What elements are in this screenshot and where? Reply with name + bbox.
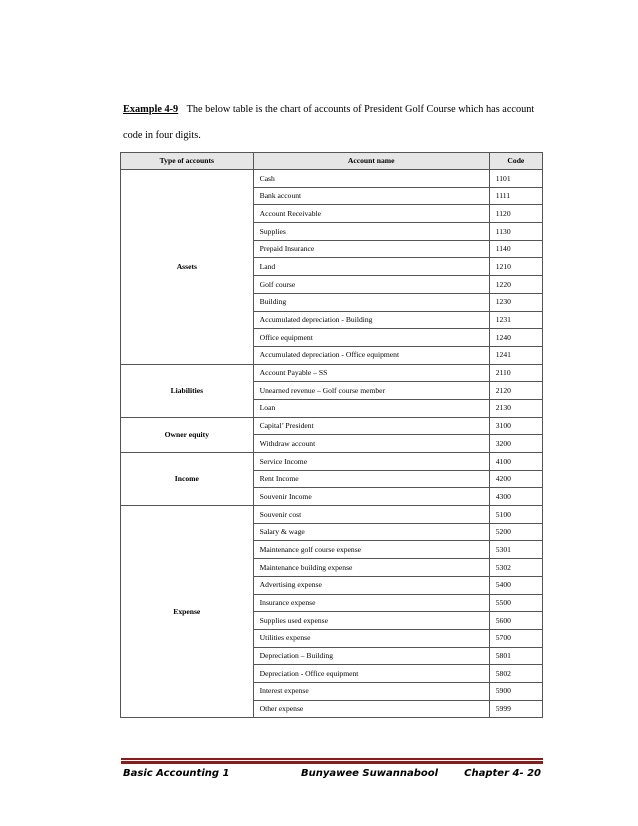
- account-name-cell: Utilities expense: [253, 629, 489, 647]
- table-row: [121, 170, 543, 188]
- account-name-cell: Maintenance building expense: [253, 559, 489, 577]
- table-row: [121, 364, 543, 382]
- account-code-cell: 1130: [489, 223, 542, 241]
- account-code-cell: 4200: [489, 470, 542, 488]
- account-code-cell: 1210: [489, 258, 542, 276]
- account-name-cell: Unearned revenue – Golf course member: [253, 382, 489, 400]
- account-code-cell: 1120: [489, 205, 542, 223]
- account-code-cell: 1240: [489, 329, 542, 347]
- account-name-cell: Loan: [253, 399, 489, 417]
- account-code-cell: 5100: [489, 506, 542, 524]
- account-code-cell: 3100: [489, 417, 542, 435]
- account-name-cell: Maintenance golf course expense: [253, 541, 489, 559]
- table-row: [121, 506, 543, 524]
- account-code-cell: 1140: [489, 240, 542, 258]
- account-code-cell: 5600: [489, 612, 542, 630]
- account-type-cell: Income: [121, 453, 254, 506]
- table-row: [121, 453, 543, 471]
- account-code-cell: 5999: [489, 700, 542, 718]
- table-header-row: [121, 153, 543, 170]
- account-name-cell: Supplies: [253, 223, 489, 241]
- intro-text: The below table is the chart of accounts of President Golf Course which has account code in four digits.: [123, 104, 535, 141]
- account-name-cell: Withdraw account: [253, 435, 489, 453]
- account-code-cell: 2130: [489, 399, 542, 417]
- account-type-cell: Owner equity: [121, 417, 254, 452]
- account-code-cell: 1230: [489, 293, 542, 311]
- account-name-cell: Prepaid Insurance: [253, 240, 489, 258]
- account-name-cell: Capital’ President: [253, 417, 489, 435]
- footer-page: Chapter 4- 20: [464, 768, 541, 779]
- account-name-cell: Depreciation - Office equipment: [253, 665, 489, 683]
- account-name-cell: Land: [253, 258, 489, 276]
- footer-rule-thick: [121, 761, 543, 764]
- account-code-cell: 5301: [489, 541, 542, 559]
- account-code-cell: 1111: [489, 187, 542, 205]
- account-name-cell: Building: [253, 293, 489, 311]
- account-type-cell: Assets: [121, 170, 254, 365]
- account-code-cell: 3200: [489, 435, 542, 453]
- account-name-cell: Cash: [253, 170, 489, 188]
- intro-paragraph: [123, 97, 543, 149]
- header-code: Code: [489, 153, 542, 170]
- account-code-cell: 4300: [489, 488, 542, 506]
- account-name-cell: Depreciation – Building: [253, 647, 489, 665]
- account-code-cell: 4100: [489, 453, 542, 471]
- account-type-cell: Expense: [121, 506, 254, 718]
- account-code-cell: 2110: [489, 364, 542, 382]
- account-code-cell: 5200: [489, 523, 542, 541]
- account-name-cell: Account Receivable: [253, 205, 489, 223]
- account-name-cell: Account Payable – SS: [253, 364, 489, 382]
- account-code-cell: 5500: [489, 594, 542, 612]
- account-name-cell: Other expense: [253, 700, 489, 718]
- account-name-cell: Interest expense: [253, 682, 489, 700]
- account-code-cell: 1101: [489, 170, 542, 188]
- account-name-cell: Accumulated depreciation - Office equipment: [253, 346, 489, 364]
- account-code-cell: 5900: [489, 682, 542, 700]
- account-name-cell: Rent Income: [253, 470, 489, 488]
- footer-course: Basic Accounting 1: [123, 768, 230, 779]
- account-name-cell: Salary & wage: [253, 523, 489, 541]
- account-name-cell: Insurance expense: [253, 594, 489, 612]
- account-name-cell: Advertising expense: [253, 576, 489, 594]
- account-name-cell: Service Income: [253, 453, 489, 471]
- account-type-cell: Liabilities: [121, 364, 254, 417]
- account-name-cell: Office equipment: [253, 329, 489, 347]
- table-row: [121, 417, 543, 435]
- example-label: Example 4-9: [123, 104, 179, 115]
- footer-author: Bunyawee Suwannabool: [301, 768, 439, 779]
- account-name-cell: Souvenir Income: [253, 488, 489, 506]
- account-code-cell: 1241: [489, 346, 542, 364]
- footer-rule-thin: [121, 758, 543, 760]
- account-name-cell: Supplies used expense: [253, 612, 489, 630]
- account-name-cell: Accumulated depreciation - Building: [253, 311, 489, 329]
- account-code-cell: 1220: [489, 276, 542, 294]
- account-code-cell: 5802: [489, 665, 542, 683]
- account-code-cell: 2120: [489, 382, 542, 400]
- account-name-cell: Bank account: [253, 187, 489, 205]
- header-account-name: Account name: [253, 153, 489, 170]
- header-type: Type of accounts: [121, 153, 254, 170]
- chart-of-accounts-table: [120, 152, 543, 718]
- account-code-cell: 5302: [489, 559, 542, 577]
- account-code-cell: 5801: [489, 647, 542, 665]
- account-code-cell: 5400: [489, 576, 542, 594]
- account-code-cell: 5700: [489, 629, 542, 647]
- account-name-cell: Golf course: [253, 276, 489, 294]
- account-code-cell: 1231: [489, 311, 542, 329]
- table-body: [121, 170, 543, 718]
- account-name-cell: Souvenir cost: [253, 506, 489, 524]
